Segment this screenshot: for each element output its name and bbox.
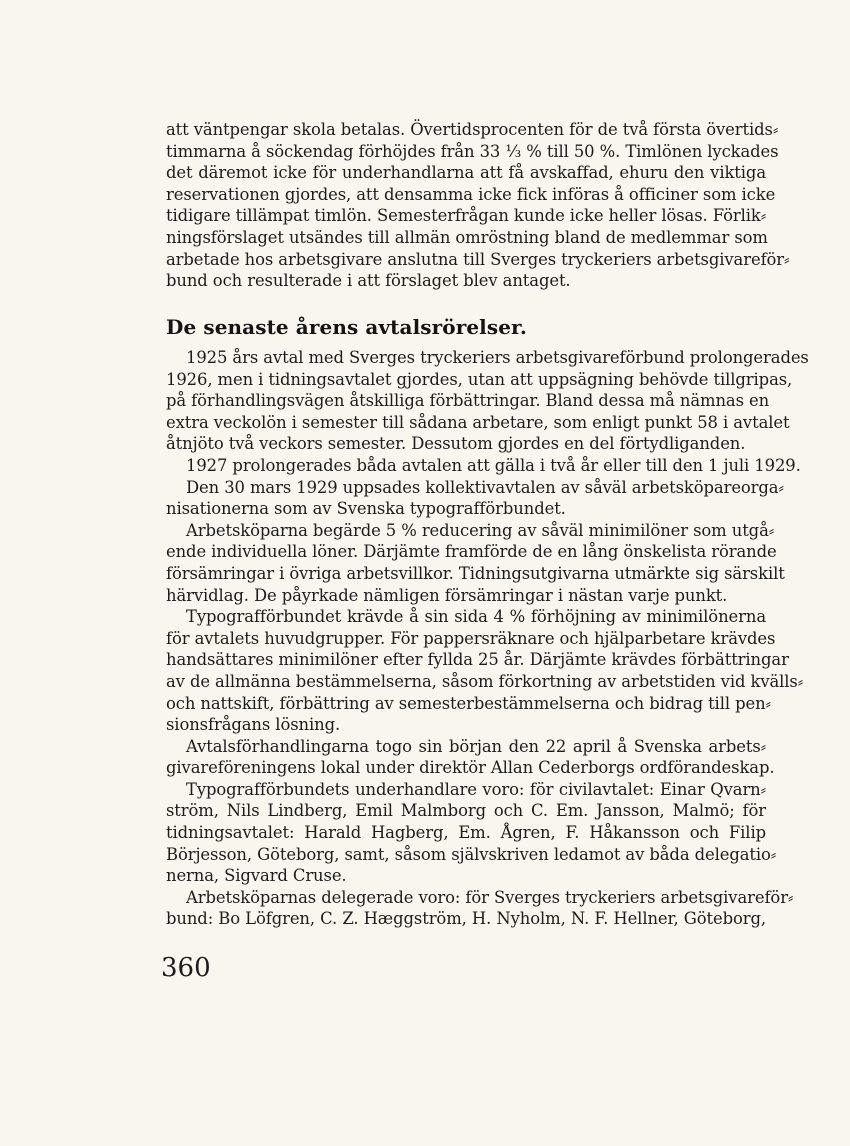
text-line: åtnjöto två veckors semester. Dessutom gjordes en del förtydliganden. [166,434,746,454]
text-line: tidningsavtalet: Harald Hagberg, Em. Ågren, F. Håkansson och Filip [166,823,766,843]
text-line: härvidlag. De påyrkade nämligen försämringar i nästan varje punkt. [166,585,728,605]
text-line: Börjesson, Göteborg, samt, såsom självskriven ledamot av båda delegatio⸗ [166,844,777,864]
page-number: 360 [161,953,211,983]
text-line: bund: Bo Löfgren, C. Z. Hæggström, H. Nyholm, N. F. Hellner, Göteborg, [166,909,766,929]
text-line: för avtalets huvudgrupper. För pappersräknare och hjälparbetare krävdes [166,628,776,648]
text-line: Typografförbundets underhandlare voro: för civilavtalet: Einar Qvarn⸗ [186,779,766,799]
text-line: tidigare tillämpat timlön. Semesterfrågan kunde icke heller lösas. Förlik⸗ [166,206,767,226]
text-line: Den 30 mars 1929 uppsades kollektivavtalen av såväl arbetsköpareorga⸗ [186,477,784,497]
section-heading: De senaste årens avtalsrörelser. [166,315,527,339]
text-line: Avtalsförhandlingarna togo sin början den 22 april å Svenska arbets⸗ [186,736,766,756]
section-body [166,347,809,930]
text-line: handsättares minimilöner efter fyllda 25 år. Därjämte krävdes förbättringar [166,650,789,670]
text-line: Arbetsköparna begärde 5 % reducering av såväl minimilöner som utgå⸗ [186,520,775,540]
text-line: Typografförbundet krävde å sin sida 4 % förhöjning av minimilönerna [186,607,766,627]
text-line: extra veckolön i semester till sådana arbetare, som enligt punkt 58 i avtalet [166,412,790,432]
text-line: ström, Nils Lindberg, Emil Malmborg och C. Em. Jansson, Malmö; för [166,801,766,821]
text-line: och nattskift, förbättring av semesterbestämmelserna och bidrag till pen⸗ [166,693,771,713]
text-line: ningsförslaget utsändes till allmän omröstning bland de medlemmar som [166,227,768,247]
text-line: att väntpengar skola betalas. Övertidsprocenten för de två första övertids⸗ [166,120,779,139]
paragraph-continued [166,119,790,292]
text-line: 1927 prolongerades båda avtalen att gälla i två år eller till den 1 juli 1929. [186,455,801,475]
text-line: givareföreningens lokal under direktör Allan Cederborgs ordförandeskap. [166,758,775,778]
text-line: 1926, men i tidningsavtalet gjordes, utan att uppsägning behövde tillgripas, [166,369,793,389]
text-line: på förhandlingsvägen åtskilliga förbättringar. Bland dessa må nämnas en [166,391,770,411]
text-line: nisationerna som av Svenska typografförbundet. [166,499,566,519]
text-line: arbetade hos arbetsgivare anslutna till Sverges tryckeriers arbetsgivareför⸗ [166,249,790,269]
text-line: Arbetsköparnas delegerade voro: för Sverges tryckeriers arbetsgivareför⸗ [186,887,794,907]
text-line: timmarna å söckendag förhöjdes från 33 ⅓ % till 50 %. Timlönen lyckades [166,141,779,161]
text-line: ende individuella löner. Därjämte framförde de en lång önskelista rörande [166,542,777,562]
text-line: sionsfrågans lösning. [166,715,341,735]
text-line: av de allmänna bestämmelserna, såsom förkortning av arbetstiden vid kvälls⸗ [166,671,804,691]
text-line: 1925 års avtal med Sverges tryckeriers arbetsgivareförbund prolongerades [186,348,809,367]
text-line: försämringar i övriga arbetsvillkor. Tidningsutgivarna utmärkte sig särskilt [166,563,785,583]
text-line: nerna, Sigvard Cruse. [166,866,347,886]
text-line: bund och resulterade i att förslaget blev antaget. [166,271,571,291]
text-line: det däremot icke för underhandlarna att få avskaffad, ehuru den viktiga [166,163,766,183]
text-line: reservationen gjordes, att densamma icke fick införas å officiner som icke [166,184,776,204]
